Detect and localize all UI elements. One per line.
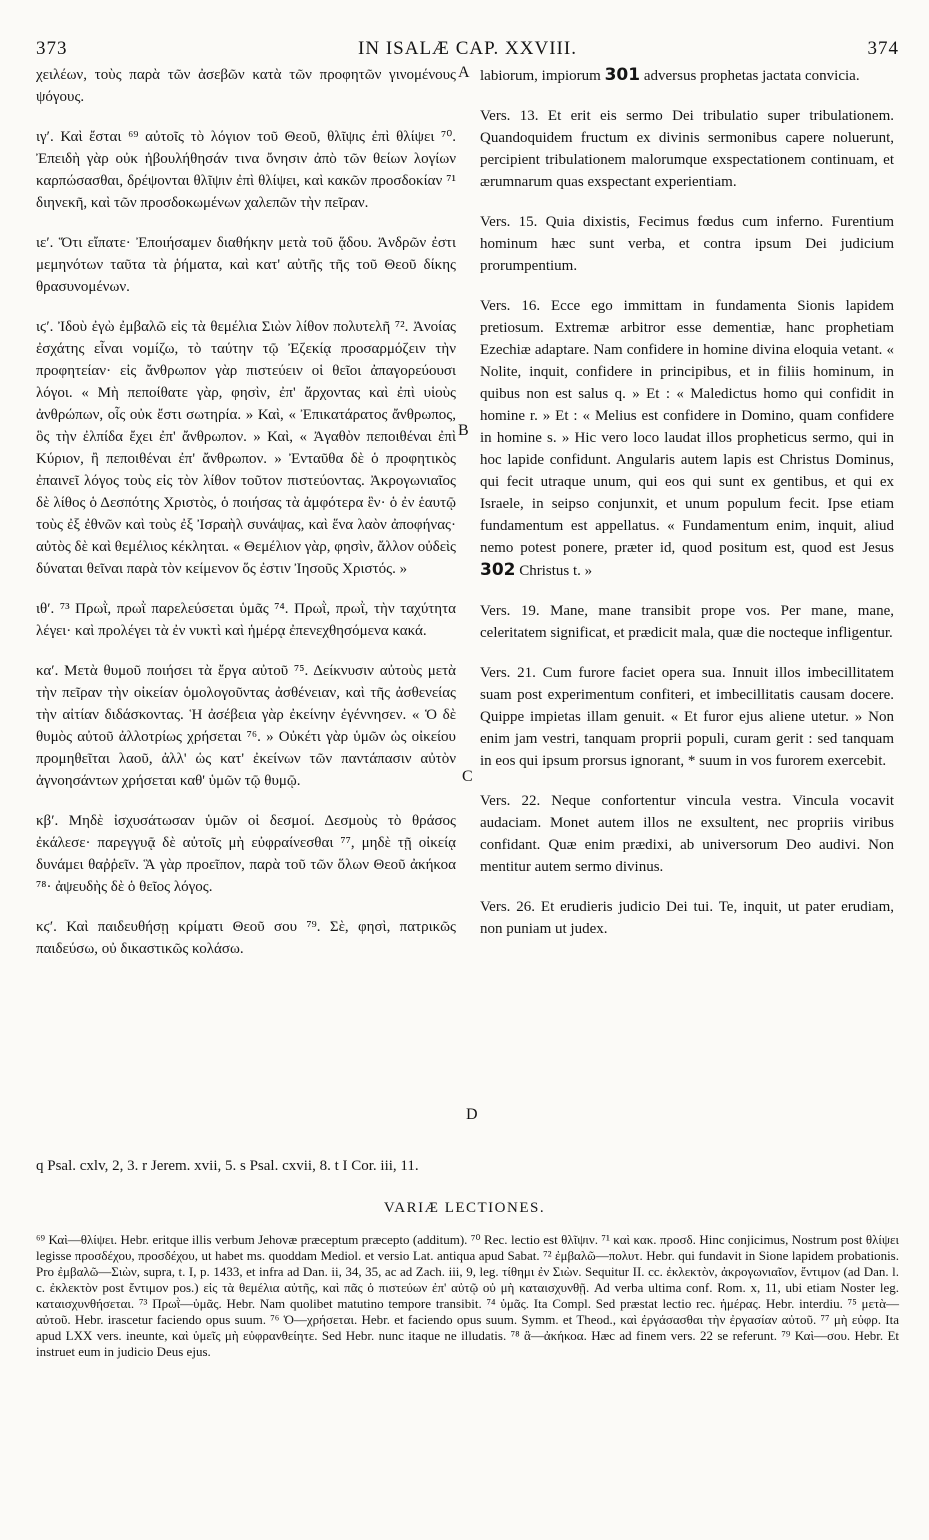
margin-letter-d: D [466, 1106, 478, 1123]
margin-letter-c: C [462, 768, 473, 785]
running-header [36, 38, 899, 66]
latin-paragraph: Vers. 21. Cum furore faciet opera sua. Innuit illos imbecillitatem suam post experimentum confiteri, et imbecillitatis causam docere. Quippe impietas illam genuit. « Et furor ejus aliene utetur. » Non enim jam vestri, tanquam proprii populi, curam gerit : sed tanquam in eos qui ipsum prorsus ignorant, * suum in vos furorem exercebit. [480, 665, 894, 769]
greek-paragraph: κϛʹ. Καὶ παιδευθήσῃ κρίματι Θεοῦ σου ⁷⁹. Σὲ, φησὶ, πατρικῶς παιδεύσω, οὐ δικαστικῶς κολάσω. [36, 919, 456, 957]
greek-column [36, 64, 456, 978]
running-title: IN ISALÆ CAP. XXVIII. [358, 38, 577, 59]
column-number: 301 [604, 65, 641, 85]
left-page-number: 373 [36, 38, 68, 59]
margin-letter-b: B [458, 422, 469, 439]
latin-paragraph: Vers. 26. Et erudieris judicio Dei tui. Te, inquit, ut pater erudiam, non puniam ut judex. [480, 899, 894, 937]
greek-paragraph: καʹ. Μετὰ θυμοῦ ποιήσει τὰ ἔργα αὐτοῦ ⁷⁵. Δείκνυσιν αὐτοὺς μετὰ τὴν πεῖραν τὴν οἰκείαν ὁμολογοῦντας ἀσθένειαν, καὶ τῆς ἀσθενείας τὴν αἰτίαν διδάσκοντας. Ἡ ἀσέβεια γὰρ ἐκείνην ἐγέννησεν. « Ὁ δὲ θυμὸς αὐτοῦ ἀλλοτρίως χρήσεται ⁷⁶. » Οὐκέτι γὰρ ὑμῶν ὡς οἰκείου προμηθεῖται λαοῦ, ἀλλ' ὡς κατ' ἐκείνων τῶν παντάπασιν αὐτὸν ἀγνοησάντων χρήσεται καθ' ὑμῶν τῷ θυμῷ. [36, 663, 456, 789]
right-page-number: 374 [867, 38, 899, 59]
greek-paragraph: χειλέων, τοὺς παρὰ τῶν ἀσεβῶν κατὰ τῶν προφητῶν γινομένους ψόγους. [36, 67, 456, 105]
latin-text: adversus prophetas jactata convicia. [640, 68, 860, 84]
scripture-footnotes: q Psal. cxlv, 2, 3. r Jerem. xvii, 5. s Psal. cxvii, 8. t I Cor. iii, 11. [36, 1158, 419, 1174]
latin-paragraph [480, 64, 894, 87]
greek-paragraph: ιθʹ. ⁷³ Πρωῒ, πρωῒ παρελεύσεται ὑμᾶς ⁷⁴. Πρωῒ, πρωῒ, τὴν ταχύτητα λέγει· καὶ προλέγει τὰ ἐν νυκτὶ καὶ ἡμέρᾳ ἐπενεχθησόμενα κακά. [36, 601, 456, 639]
greek-paragraph: ιγʹ. Καὶ ἔσται ⁶⁹ αὐτοῖς τὸ λόγιον τοῦ Θεοῦ, θλῖψις ἐπὶ θλίψει ⁷⁰. Ἐπειδὴ γὰρ οὐκ ἠβουλήθησάν τινα ὄνησιν ἀπὸ τῶν θείων λογίων καρπώσασθαι, δρέψονται θλῖψιν ἐπὶ θλίψει, καὶ κακῶν προσδοκίαν ⁷¹ διηνεκῆ, καὶ τῶν προσδοκωμένων χαλεπῶν τὴν πεῖραν. [36, 129, 456, 211]
latin-paragraph: Vers. 22. Neque confortentur vincula vestra. Vincula vocavit audaciam. Monet autem illos ne exsultent, nec propriis viribus confidant. Quæ enim prædixi, ab universorum Deo audivi. Non mentitur autem sermo divinus. [480, 793, 894, 875]
variae-lectiones-text: ⁶⁹ Καὶ—θλίψει. Hebr. eritque illis verbum Jehovæ præceptum præcepto (additum). ⁷⁰ Rec. lectio est θλῖψιν. ⁷¹ καὶ κακ. προσδ. Hinc conjicimus, Nostrum post θλίψει legisse προσδέχου, προσδέχου, ut habet ms. quoddam Mediol. et versio Lat. antiqua apud Sabat. ⁷² ἐμβαλῶ—πολυτ. Hebr. qui fundavit in Sione lapidem probationis. Pro ἐμβαλῶ—Σιὼν, supra, t. I, p. 1433, et infra ad Dan. ii, 34, 35, ac ad Zach. iii, 9, leg. τίθημι ἐν Σιὼν. Sequitur II. cc. ἐκλεκτὸν, ἀκρογωνιαῖον, ἔντιμον (ad Dan. l. c. ἐκλεκτὸν post ἔντιμον pos.) εἰς τὰ θεμέλια αὐτῆς, καὶ πᾶς ὁ πιστεύων ἐπ' αὐτῷ οὐ μὴ καταισχυνθῇ. Ad verba ultima conf. Rom. x, 11, ubi etiam Noster leg. καταισχυνθήσεται. ⁷³ Πρωῒ—ὑμᾶς. Hebr. Nam quolibet matutino tempore transibit. ⁷⁴ ὑμᾶς. Ita Compl. Sed præstat lectio rec. ἡμέρας. Hebr. interdiu. ⁷⁵ μετὰ—αὐτοῦ. Hebr. irascetur faciendo opus suum. ⁷⁶ Ὁ—χρήσεται. Hebr. et faciendo opus suum. Symm. et Theod., καὶ ἐργάσασθαι τὴν ἐργασίαν αὐτοῦ. ⁷⁷ μὴ εὐφρ. Ita apud LXX vers. ineunte, καὶ ὑμεῖς μὴ εὐφρανθείητε. Sed Hebr. nunc itaque ne illudatis. ⁷⁸ ἃ—ἀκήκοα. Hæc ad finem vers. 22 se referunt. ⁷⁹ Καὶ—σου. Hebr. Et instruet eum in judicio Deus ejus. [36, 1232, 899, 1359]
greek-paragraph: ιϛʹ. Ἰδοὺ ἐγὼ ἐμβαλῶ εἰς τὰ θεμέλια Σιὼν λίθον πολυτελῆ ⁷². Ἀνοίας ἐσχάτης εἶναι νομίζω, τὸ ταύτην τῷ Ἐζεκίᾳ προσαρμόζειν τὴν προφητείαν· εἰς ἄνθρωπον γὰρ πιστεύειν οἱ θεῖοι ἀπαγορεύουσι λόγοι. « Μὴ πεποίθατε γὰρ, φησὶν, ἐπ' ἄρχοντας καὶ ἐπὶ υἱοὺς ἀνθρώπων, οἷς οὐκ ἔστι σωτηρία. » Καὶ, « Ἐπικατάρατος ἄνθρωπος, ὃς τὴν ἐλπίδα ἔχει ἐπ' ἄνθρωπον. » Καὶ, « Ἀγαθὸν πεποιθέναι ἐπὶ Κύριον, ἢ πεποιθέναι ἐπ' ἄνθρωπον. » Ἐνταῦθα δὲ ὁ προφητικὸς ἐπαινεῖ λόγος τοὺς εἰς τὸν λίθον τοῦτον πιστεύοντας. Ἀκρογωνιαῖος δὲ λίθος ὁ Δεσπότης Χριστὸς, ὁ ποιήσας τὰ ἀμφότερα ἓν· ὁ ἐν ἑαυτῷ τοὺς ἐξ ἐθνῶν καὶ τοὺς ἐξ Ἰσραὴλ συνάψας, καὶ ἕνα λαὸν ἀποφήνας· αὐτὸς δὲ καὶ θεμέλιος κέκληται. « Θεμέλιον γὰρ, φησὶν, ἄλλον οὐδεὶς δύναται θεῖναι παρὰ τὸν κείμενον ὅς ἐστιν Ἰησοῦς Χριστός. » [36, 319, 456, 577]
column-number: 302 [480, 560, 516, 580]
latin-text: Christus t. » [515, 563, 593, 579]
margin-letter-a: A [458, 64, 470, 81]
greek-paragraph: κβʹ. Μηδὲ ἰσχυσάτωσαν ὑμῶν οἱ δεσμοί. Δεσμοὺς τὸ θράσος ἐκάλεσε· παρεγγυᾷ δὲ αὐτοῖς μὴ εὐφραίνεσθαι ⁷⁷, μηδὲ τῇ οἰκείᾳ δυνάμει θαῤῥεῖν. Ἃ γὰρ προεῖπον, παρὰ τοῦ τῶν ὅλων Θεοῦ ἀκήκοα ⁷⁸· ἀψευδὴς δὲ ὁ θεῖος λόγος. [36, 813, 456, 895]
greek-paragraph: ιεʹ. Ὅτι εἴπατε· Ἐποιήσαμεν διαθήκην μετὰ τοῦ ᾅδου. Ἀνδρῶν ἐστι μεμηνότων ταῦτα τὰ ῥήματα, καὶ κατ' αὐτῆς τῆς τοῦ Θεοῦ δίκης θρασυνομένων. [36, 235, 456, 295]
latin-paragraph: Vers. 15. Quia dixistis, Fecimus fœdus cum inferno. Furentium hominum hæc sunt verba, et contra ipsum Dei judicium prorumpentium. [480, 214, 894, 274]
latin-column [480, 64, 894, 958]
latin-paragraph: Vers. 19. Mane, mane transibit prope vos. Per mane, mane, celeritatem significat, et prædicit mala, quæ die nocteque infligentur. [480, 603, 894, 641]
latin-paragraph: Vers. 13. Et erit eis sermo Dei tribulatio super tribulationem. Quandoquidem fructum ex divinis sermonibus capere noluerunt, percipient tribulationem malorumque exspectationem continuam, et ærumnarum quas exspectant experientiam. [480, 108, 894, 190]
latin-text: labiorum, impiorum [480, 68, 605, 84]
latin-paragraph [480, 295, 894, 582]
variae-lectiones-heading: VARIÆ LECTIONES. [383, 1200, 546, 1216]
latin-text: Vers. 16. Ecce ego immittam in fundamenta Sionis lapidem pretiosum. Extremæ arbitror esse dementiæ, hanc prophetiam Ezechiæ adaptare. Nam confidere in homine divina eloquia vetant. « Nolite, inquit, confidere in principibus, et in filiis hominum, in quibus non est salus q. » Et : « Maledictus homo qui confidit in homine r. » Et : « Melius est confidere in Domino, quam confidere in homine s. » Hic vero loco laudat illos propheticus sermo, qui in hoc lapide confidunt. Angularis autem lapis est Christus Dominus, qui fecit utraque unum, qui eos qui sunt ex gentibus, et qui ex Israele, in seipso conjunxit, et unum populum fecit. Ipse etiam fundamentum est appellatus. « Fundamentum enim, inquit, aliud nemo potest ponere, præter id, quod positum est, quod est Jesus [480, 298, 894, 556]
